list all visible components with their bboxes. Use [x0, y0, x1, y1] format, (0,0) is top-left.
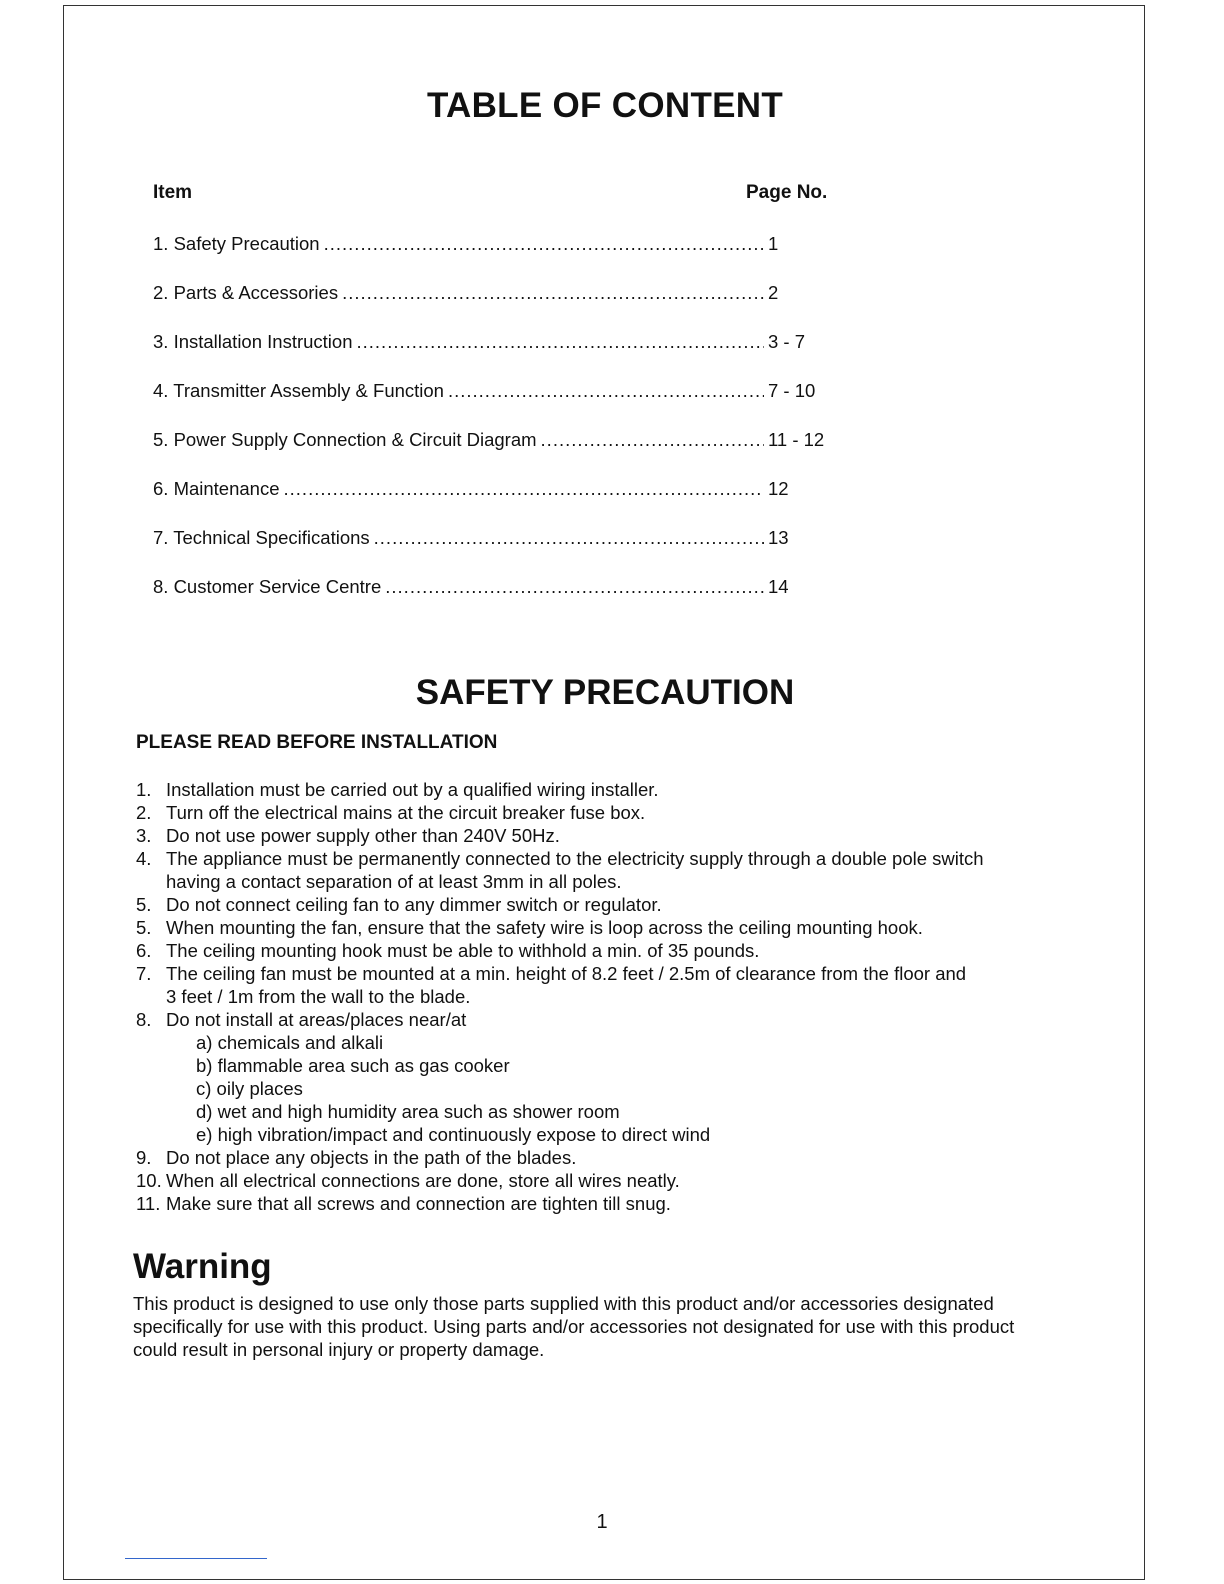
list-item [136, 778, 1036, 801]
list-text-continuation: having a contact separation of at least 3mm in all poles. [166, 871, 622, 892]
list-number: 1. [136, 779, 152, 800]
toc-title: TABLE OF CONTENT [426, 86, 784, 125]
list-text: Turn off the electrical mains at the circuit breaker fuse box. [166, 802, 646, 823]
toc-entry [153, 429, 828, 451]
page-number: 1 [596, 1511, 608, 1533]
list-text: The ceiling fan must be mounted at a min. height of 8.2 feet / 2.5m of clearance from the floor and [166, 963, 967, 984]
toc-page-header: Page No. [746, 182, 828, 203]
list-number: 7. [136, 963, 152, 984]
list-item [136, 893, 1036, 916]
list-item [136, 801, 1036, 824]
list-item [136, 916, 1036, 939]
list-text: Make sure that all screws and connection are tighten till snug. [166, 1193, 671, 1214]
toc-entry-page: 3 - 7 [768, 331, 806, 352]
list-item [136, 1192, 1036, 1215]
sub-list-item: b) flammable area such as gas cooker [196, 1055, 510, 1076]
list-number: 11. [136, 1193, 161, 1214]
list-number: 6. [136, 940, 152, 961]
safety-title: SAFETY PRECAUTION [415, 673, 795, 712]
list-number: 5. [136, 894, 152, 915]
list-number: 10. [136, 1170, 162, 1191]
list-text: Do not use power supply other than 240V 50Hz. [166, 825, 560, 846]
list-item [136, 962, 1036, 985]
toc-entry [153, 282, 828, 304]
toc-entry-page: 1 [768, 233, 779, 254]
toc-entry [153, 576, 828, 598]
toc-entry-label: 7. Technical Specifications [153, 527, 370, 548]
sub-list-item: c) oily places [196, 1078, 303, 1099]
sub-list-item: e) high vibration/impact and continuously expose to direct wind [196, 1124, 711, 1145]
toc-entry-page: 14 [768, 576, 789, 597]
sub-list-item: d) wet and high humidity area such as shower room [196, 1101, 620, 1122]
toc-entry-label: 1. Safety Precaution [153, 233, 320, 254]
toc-leader-dots [541, 429, 764, 451]
sub-list-item: a) chemicals and alkali [196, 1032, 384, 1053]
toc-item-header: Item [153, 182, 193, 203]
toc-entry-label: 8. Customer Service Centre [153, 576, 382, 597]
warning-title: Warning [133, 1247, 272, 1286]
toc-entry-label: 5. Power Supply Connection & Circuit Diagram [153, 429, 537, 450]
list-number: 4. [136, 848, 152, 869]
precaution-list [136, 778, 1036, 1215]
list-item [136, 1169, 1036, 1192]
warning-text: This product is designed to use only those parts supplied with this product and/or accessories designated specifically for use with this product. Using parts and/or accessories not designated for use with this product could result in personal injury or property damage. [133, 1293, 1015, 1360]
list-number: 3. [136, 825, 152, 846]
list-text: When all electrical connections are done, store all wires neatly. [166, 1170, 680, 1191]
list-text: Installation must be carried out by a qualified wiring installer. [166, 779, 659, 800]
list-item [136, 824, 1036, 847]
list-item [136, 1146, 1036, 1169]
list-item [136, 939, 1036, 962]
list-text: When mounting the fan, ensure that the safety wire is loop across the ceiling mounting hook. [166, 917, 923, 938]
toc-entry-page: 13 [768, 527, 789, 548]
toc-entry [153, 233, 828, 255]
toc-leader-dots [385, 576, 764, 598]
list-number: 9. [136, 1147, 152, 1168]
toc-entry-page: 11 - 12 [768, 429, 825, 450]
toc-leader-dots [284, 478, 764, 500]
list-item [136, 1008, 1036, 1031]
toc-entry-page: 2 [768, 282, 779, 303]
list-text: Do not connect ceiling fan to any dimmer switch or regulator. [166, 894, 662, 915]
list-text: The appliance must be permanently connected to the electricity supply through a double pole switch [166, 848, 984, 869]
toc-entry-label: 6. Maintenance [153, 478, 280, 499]
toc-entry-label: 3. Installation Instruction [153, 331, 353, 352]
toc-entry-page: 7 - 10 [768, 380, 816, 401]
footer-link-underline [125, 1558, 267, 1559]
toc-entry [153, 380, 828, 402]
toc-leader-dots [374, 527, 764, 549]
toc-entry-label: 2. Parts & Accessories [153, 282, 339, 303]
toc-entry [153, 478, 828, 500]
list-text: Do not place any objects in the path of the blades. [166, 1147, 577, 1168]
list-text-continuation: 3 feet / 1m from the wall to the blade. [166, 986, 471, 1007]
toc-leader-dots [448, 380, 764, 402]
list-number: 2. [136, 802, 152, 823]
toc-leader-dots [357, 331, 765, 353]
toc-leader-dots [324, 233, 764, 255]
toc-leader-dots [342, 282, 764, 304]
list-number: 5. [136, 917, 152, 938]
toc-entry [153, 527, 828, 549]
toc-entry-page: 12 [768, 478, 789, 499]
list-item [136, 847, 1036, 870]
list-number: 8. [136, 1009, 152, 1030]
list-text: Do not install at areas/places near/at [166, 1009, 467, 1030]
safety-subtitle: PLEASE READ BEFORE INSTALLATION [136, 732, 498, 753]
toc-entry [153, 331, 828, 353]
list-text: The ceiling mounting hook must be able to withhold a min. of 35 pounds. [166, 940, 760, 961]
toc-entry-label: 4. Transmitter Assembly & Function [153, 380, 444, 401]
